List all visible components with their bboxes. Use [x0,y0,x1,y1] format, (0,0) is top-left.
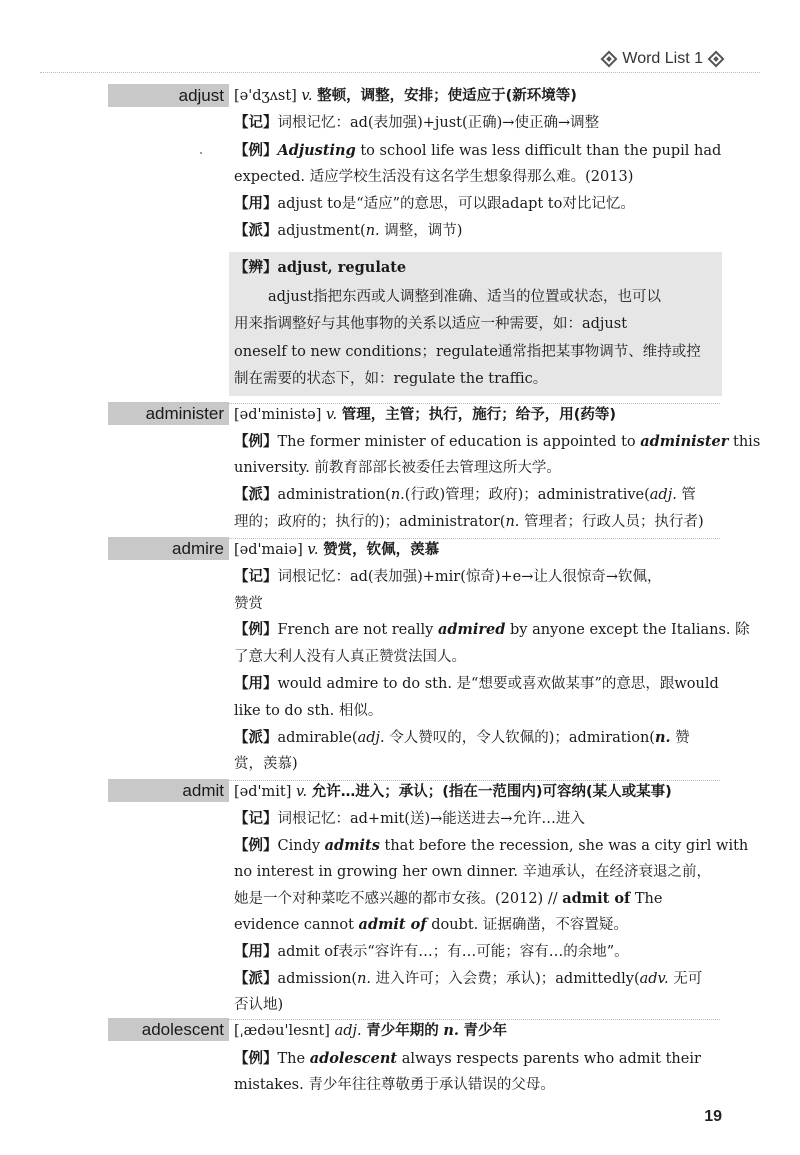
usage-line-2: like to do sth. 相似。 [234,703,383,719]
definition: 允许…进入；承认；(指在一范围内)可容纳(某人或某事) [311,784,672,800]
example-line-4 [234,915,722,935]
entry-divider [229,538,720,539]
example-text: The former minister of education is appointed to [277,434,641,450]
derivative-pos: n. [357,971,372,987]
derivative-tag: 【派】 [234,730,278,746]
example-text: evidence cannot [234,917,359,933]
derivative-word: adjustment( [277,223,366,239]
derivative-line-2 [234,512,722,532]
memory-tag: 【记】 [234,569,278,585]
derivative-text: 进入许可；入会费；承认)；admittedly( [371,971,640,987]
derivative-tag: 【派】 [234,223,278,239]
derivative-pos: n. [654,729,671,746]
usage-line [234,674,722,694]
derivative-pos: n. [365,223,380,239]
definition: 管理，主管；执行，施行；给予，用(药等) [341,407,616,423]
derivative-line [234,485,722,505]
example-tag: 【例】 [234,622,278,638]
example-line-3 [234,889,722,909]
example-text: French are not really [277,622,438,638]
header-divider [40,72,760,73]
memory-text: 词根记忆：ad(表加强)+mir(惊奇)+e→让人很惊奇→钦佩， [277,569,662,585]
headword: adolescent [108,1018,229,1041]
part-of-speech: v. [296,784,308,800]
distinguish-text-3: oneself to new conditions；regulate通常指把某事物调节、维持或控 [234,344,701,360]
derivative-line-2: 赏，羡慕) [234,756,298,772]
example-line-2: no interest in growing her own dinner. 辛迪承认，在经济衰退之前， [234,864,712,880]
example-text: to school life was less difficult than the pupil had [355,143,722,159]
example-line [234,836,749,856]
example-text: 她是一个对种菜吃不感兴趣的都市女孩。(2012) // [234,891,563,907]
distinguish-text-1: adjust指把东西或人调整到准确、适当的位置或状态，也可以 [268,289,662,305]
example-line-2: university. 前教育部部长被委任去管理这所大学。 [234,460,561,476]
memory-line [234,567,722,587]
memory-text: 词根记忆：ad(表加强)+just(正确)→使正确→调整 [277,115,600,131]
usage-text: would admire to do sth. 是“想要或喜欢做某事”的意思，跟would [277,676,719,692]
derivative-tag: 【派】 [234,971,278,987]
derivative-word: admirable( [277,730,358,746]
derivative-text: (行政)管理；政府)；administrative( [404,487,650,503]
pronunciation: [əd'mit] [234,784,292,800]
usage-text: adjust to是“适应”的意思，可以跟adapt to对比记忆。 [277,196,635,212]
part-of-speech: v. [301,88,313,104]
derivative-text: 管 [676,487,696,503]
example-text-end: The [630,891,663,907]
derivative-pos: n. [505,514,520,530]
example-tag: 【例】 [234,838,278,854]
headword: admire [108,537,229,560]
derivative-tag: 【派】 [234,487,278,503]
derivative-line [234,221,722,241]
diamond-icon [708,51,725,68]
pronunciation: [əd'maiə] [234,542,303,558]
example-keyword: adolescent [309,1050,398,1067]
usage-line [234,942,722,962]
derivative-text: 管理者；行政人员；执行者) [519,514,704,530]
derivative-text: 无可 [668,971,703,987]
example-keyword: admit of [358,916,427,933]
phrase-keyword: admit of [562,890,631,907]
derivative-line [234,969,722,989]
derivative-text: 理的；政府的；执行的)；administrator( [234,514,506,530]
distinguish-title: adjust, regulate [277,259,407,276]
headword: administer [108,402,229,425]
example-text: The [277,1051,310,1067]
part-of-speech: v. [326,407,338,423]
running-header [603,48,722,70]
example-keyword: Adjusting [277,142,356,159]
entry-divider [229,1019,720,1020]
entry-divider [229,780,720,781]
example-line [234,141,722,161]
page-number: 19 [704,1108,722,1125]
part-of-speech-2: n. [443,1022,459,1039]
memory-tag: 【记】 [234,115,278,131]
part-of-speech: v. [307,542,319,558]
usage-tag: 【用】 [234,944,278,960]
example-line-2: mistakes. 青少年往往尊敬勇于承认错误的父母。 [234,1077,555,1093]
example-line-2: expected. 适应学校生活没有这名学生想象得那么难。(2013) [234,169,634,185]
margin-mark [200,152,202,154]
derivative-pos: adv. [639,971,669,987]
example-keyword: admits [324,837,380,854]
definition: 整顿，调整，安排；使适应于(新环境等) [317,88,577,104]
pronunciation: [ə'dʒʌst] [234,88,297,104]
memory-text: 词根记忆：ad+mit(送)→能送进去→允许…进入 [277,811,585,827]
memory-line [234,809,722,829]
example-text-end: doubt. 证据确凿，不容置疑。 [426,917,628,933]
part-of-speech: adj. [334,1023,362,1039]
usage-tag: 【用】 [234,676,278,692]
example-keyword: admired [437,621,506,638]
example-line [234,1049,722,1069]
example-text-end: that before the recession, she was a city girl with [379,838,749,854]
example-tag: 【例】 [234,434,278,450]
example-text-end: always respects parents who admit their [397,1051,701,1067]
usage-tag: 【用】 [234,196,278,212]
definition: 赞赏，钦佩，羡慕 [323,542,440,558]
usage-text: admit of表示“容许有…；有…可能；容有…的余地”。 [277,944,629,960]
definition-line [234,1021,722,1041]
example-line [234,432,761,452]
example-tag: 【例】 [234,1051,278,1067]
headword: adjust [108,84,229,107]
derivative-word: admission( [277,971,358,987]
example-text: Cindy [277,838,325,854]
derivative-text: 赞 [670,730,690,746]
derivative-pos: n. [390,487,405,503]
pronunciation: [ˌædəu'lesnt] [234,1023,330,1039]
distinguish-text-4: 制在需要的状态下，如：regulate the traffic。 [234,371,548,387]
derivative-text: 调整，调节) [379,223,463,239]
memory-tag: 【记】 [234,811,278,827]
derivative-line [234,728,722,748]
definition-line [234,540,722,560]
example-text-end: by anyone except the Italians. 除 [505,622,750,638]
headword: admit [108,779,229,802]
derivative-text: 令人赞叹的，令人钦佩的)；admiration( [384,730,655,746]
example-line-2: 了意大利人没有人真正赞赏法国人。 [234,649,466,665]
definition-line [234,782,722,802]
definition-line [234,86,722,106]
definition-2: 青少年 [463,1023,508,1039]
derivative-pos: adj. [649,487,677,503]
example-tag: 【例】 [234,143,278,159]
distinguish-tag: 【辨】 [234,260,278,276]
memory-line [234,113,722,133]
example-text-end: this [728,434,761,450]
definition: 青少年期的 [366,1023,439,1039]
memory-line-2: 赞赏 [234,596,263,612]
derivative-pos: adj. [357,730,385,746]
distinguish-title-line [234,258,722,278]
derivative-line-2: 否认地) [234,997,284,1013]
definition-line [234,405,722,425]
entry-divider [229,403,720,404]
example-keyword: administer [640,433,729,450]
example-line [234,620,750,640]
diamond-icon [601,51,618,68]
header-title: Word List 1 [622,50,703,67]
derivative-word: administration( [277,487,391,503]
pronunciation: [əd'ministə] [234,407,322,423]
distinguish-text-2: 用来指调整好与其他事物的关系以适应一种需要，如：adjust [234,316,628,332]
usage-line [234,194,722,214]
